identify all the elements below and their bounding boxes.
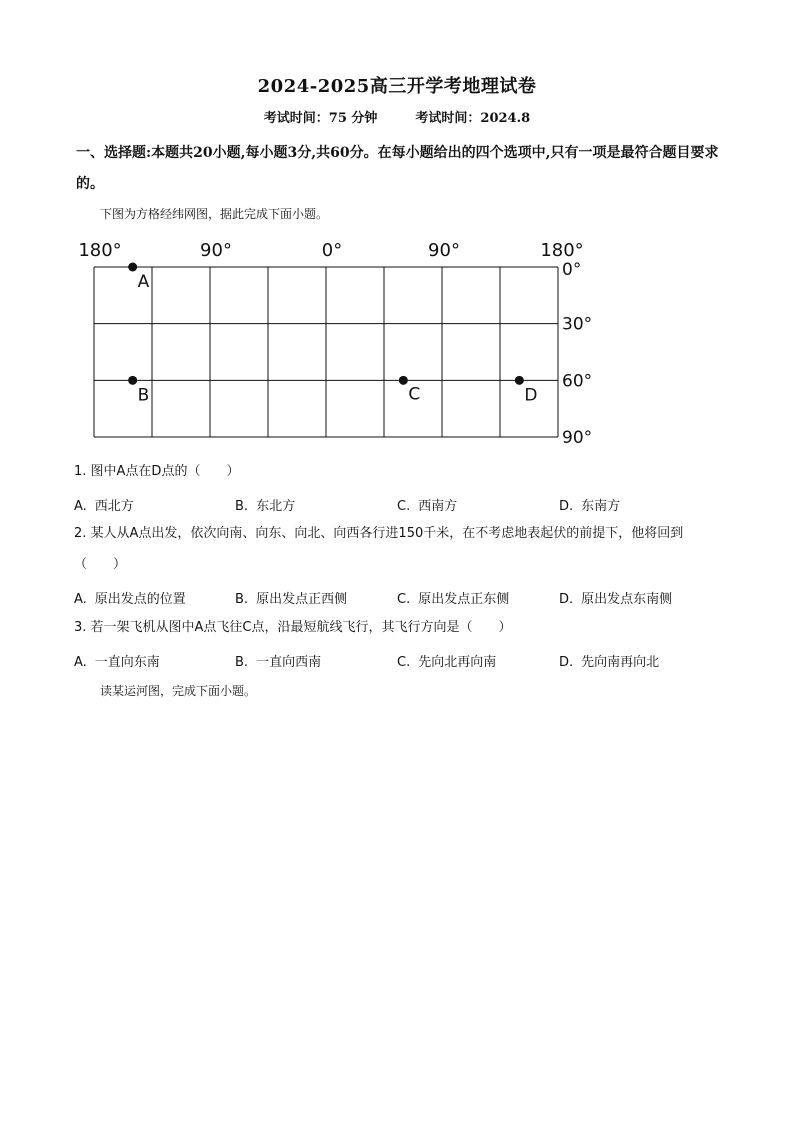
point-d-label: D (524, 385, 538, 406)
intro-text-2: 读某运河图，完成下面小题。 (100, 684, 257, 698)
latitude-label: 90° (562, 428, 593, 448)
point-d-marker (515, 376, 524, 385)
graticule-map (78, 236, 638, 450)
longitude-label: 90° (200, 240, 232, 261)
latitude-labels (562, 260, 592, 448)
exam-duration: 考试时间：75 分钟 (263, 111, 378, 126)
exam-info (0, 107, 794, 126)
point-b-label: B (137, 385, 150, 406)
map-grid (94, 267, 558, 437)
question-1-option-d[interactable]: D. 东南方 (559, 499, 621, 514)
page-title: 2024-2025高三开学考地理试卷 (257, 76, 537, 97)
longitude-label: 0° (321, 240, 343, 261)
question-3-option-d[interactable]: D. 先向南再向北 (559, 655, 660, 670)
point-c-label: C (408, 384, 421, 405)
question-3-option-a[interactable]: A. 一直向东南 (74, 655, 160, 670)
question-2-option-b[interactable]: B. 原出发点正西侧 (235, 592, 348, 607)
question-3-stem: 3. 若一架飞机从图中A点飞往C点，沿最短航线飞行，其飞行方向是（ ） (74, 620, 512, 635)
question-2-option-d[interactable]: D. 原出发点东南侧 (559, 592, 673, 607)
longitude-label: 180° (78, 240, 122, 261)
exam-date: 考试时间：2024.8 (415, 111, 531, 126)
intro-text: 下图为方格经纬网图，据此完成下面小题。 (100, 207, 329, 221)
question-1-stem: 1. 图中A点在D点的（ ） (74, 464, 240, 479)
question-1-option-a[interactable]: A. 西北方 (74, 499, 134, 514)
point-b-marker (128, 376, 137, 385)
latitude-label: 60° (562, 371, 593, 392)
question-3-option-c[interactable]: C. 先向北再向南 (397, 655, 497, 670)
question-1-option-b[interactable]: B. 东北方 (235, 499, 296, 514)
question-3-option-b[interactable]: B. 一直向西南 (235, 655, 322, 670)
map-points (128, 263, 537, 406)
point-c-marker (399, 376, 408, 385)
question-2-option-c[interactable]: C. 原出发点正东侧 (397, 592, 510, 607)
latitude-label: 0° (562, 260, 582, 280)
question-2-option-a[interactable]: A. 原出发点的位置 (74, 592, 186, 607)
point-a-marker (128, 263, 137, 272)
question-1-option-c[interactable]: C. 西南方 (397, 499, 458, 514)
point-a-label: A (137, 272, 150, 292)
section-heading: 一、选择题:本题共20小题,每小题3分,共60分。在每小题给出的四个选项中,只有一项是最符合题目要求的。 (76, 145, 719, 192)
question-2-stem: 2. 某人从A点出发，依次向南、向东、向北、向西各行进150千米，在不考虑地表起伏的前提下，他将回到（ ） (74, 526, 684, 572)
latitude-label: 30° (562, 314, 593, 335)
longitude-label: 90° (428, 240, 460, 261)
longitude-labels (78, 240, 583, 261)
longitude-label: 180° (540, 240, 584, 261)
